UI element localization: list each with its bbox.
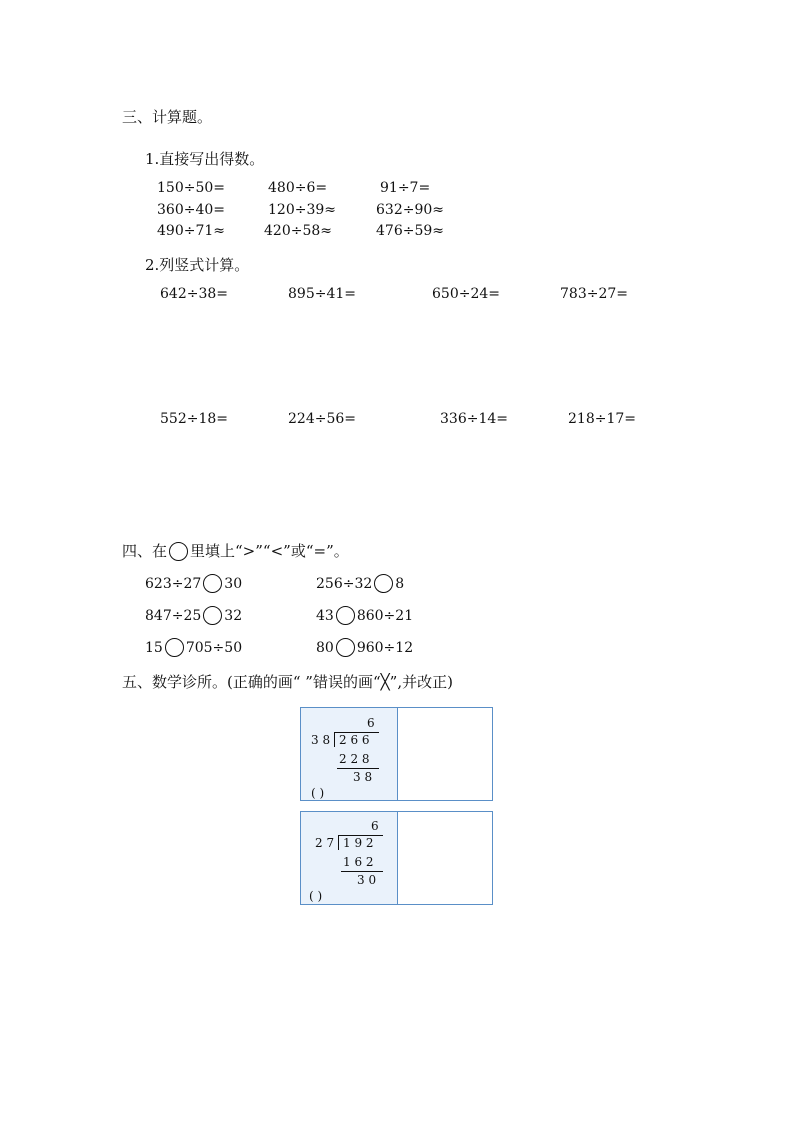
q2-item: 552÷18= xyxy=(160,411,228,427)
compare-left: 80 xyxy=(316,640,334,656)
q2-item: 224÷56= xyxy=(288,411,356,427)
division-work xyxy=(301,812,398,904)
remainder: 3 0 xyxy=(357,873,377,887)
compare-right: 860÷21 xyxy=(356,608,414,624)
q2-item: 218÷17= xyxy=(568,411,636,427)
q2-item: 650÷24= xyxy=(432,286,500,302)
answer-circle[interactable] xyxy=(374,574,393,593)
compare-item xyxy=(316,574,404,593)
quotient: 6 xyxy=(367,716,375,730)
q1-item: 632÷90≈ xyxy=(376,202,444,218)
correction-area[interactable] xyxy=(398,708,492,800)
answer-circle[interactable] xyxy=(203,574,222,593)
q1-item: 480÷6= xyxy=(268,180,328,196)
q1-item: 476÷59≈ xyxy=(376,223,444,239)
compare-left: 43 xyxy=(316,608,334,624)
q1-item: 91÷7= xyxy=(380,180,431,196)
dividend: 1 9 2 xyxy=(343,836,374,850)
remainder: 3 8 xyxy=(353,770,373,784)
compare-right: 960÷12 xyxy=(356,640,414,656)
compare-item xyxy=(145,638,242,657)
quotient: 6 xyxy=(371,819,379,833)
q1-item: 360÷40= xyxy=(157,202,225,218)
section5-title: 五、数学诊所。(正确的画“ ”错误的画“╳”,并改正) xyxy=(122,673,453,691)
product: 1 6 2 xyxy=(343,855,374,869)
q1-item: 490÷71≈ xyxy=(157,223,225,239)
answer-circle[interactable] xyxy=(203,606,222,625)
q2-title: 2.列竖式计算。 xyxy=(145,256,250,274)
diagnosis-box xyxy=(300,707,493,801)
correction-area[interactable] xyxy=(398,812,492,904)
compare-left: 256÷32 xyxy=(316,576,373,592)
circle-icon xyxy=(169,542,188,561)
answer-circle[interactable] xyxy=(336,638,355,657)
compare-right: 30 xyxy=(224,576,243,592)
section4-title xyxy=(122,540,349,561)
answer-blank[interactable]: ( ) xyxy=(309,889,323,903)
compare-right: 32 xyxy=(224,608,243,624)
product: 2 2 8 xyxy=(339,752,370,766)
compare-item xyxy=(145,574,242,593)
compare-left: 15 xyxy=(145,640,163,656)
compare-left: 847÷25 xyxy=(145,608,202,624)
section4-title-prefix: 四、在 xyxy=(122,542,168,560)
compare-item xyxy=(316,606,413,625)
answer-blank[interactable]: ( ) xyxy=(311,786,325,800)
q1-item: 150÷50= xyxy=(157,180,225,196)
compare-item xyxy=(145,606,242,625)
compare-item xyxy=(316,638,413,657)
q2-item: 895÷41= xyxy=(288,286,356,302)
answer-circle[interactable] xyxy=(165,638,184,657)
compare-right: 705÷50 xyxy=(185,640,243,656)
q1-item: 420÷58≈ xyxy=(264,223,332,239)
compare-left: 623÷27 xyxy=(145,576,202,592)
section4-title-suffix: 里填上“>”“<”或“=”。 xyxy=(190,542,349,560)
answer-circle[interactable] xyxy=(336,606,355,625)
dividend: 2 6 6 xyxy=(339,733,370,747)
diagnosis-box xyxy=(300,811,493,905)
q2-item: 783÷27= xyxy=(560,286,628,302)
compare-right: 8 xyxy=(395,576,405,592)
q1-item: 120÷39≈ xyxy=(268,202,336,218)
division-work xyxy=(301,708,398,800)
divisor: 3 8 xyxy=(311,733,331,747)
section3-title: 三、计算题。 xyxy=(122,108,213,126)
q2-item: 642÷38= xyxy=(160,286,228,302)
q2-item: 336÷14= xyxy=(440,411,508,427)
divisor: 2 7 xyxy=(315,836,335,850)
q1-title: 1.直接写出得数。 xyxy=(145,150,265,168)
